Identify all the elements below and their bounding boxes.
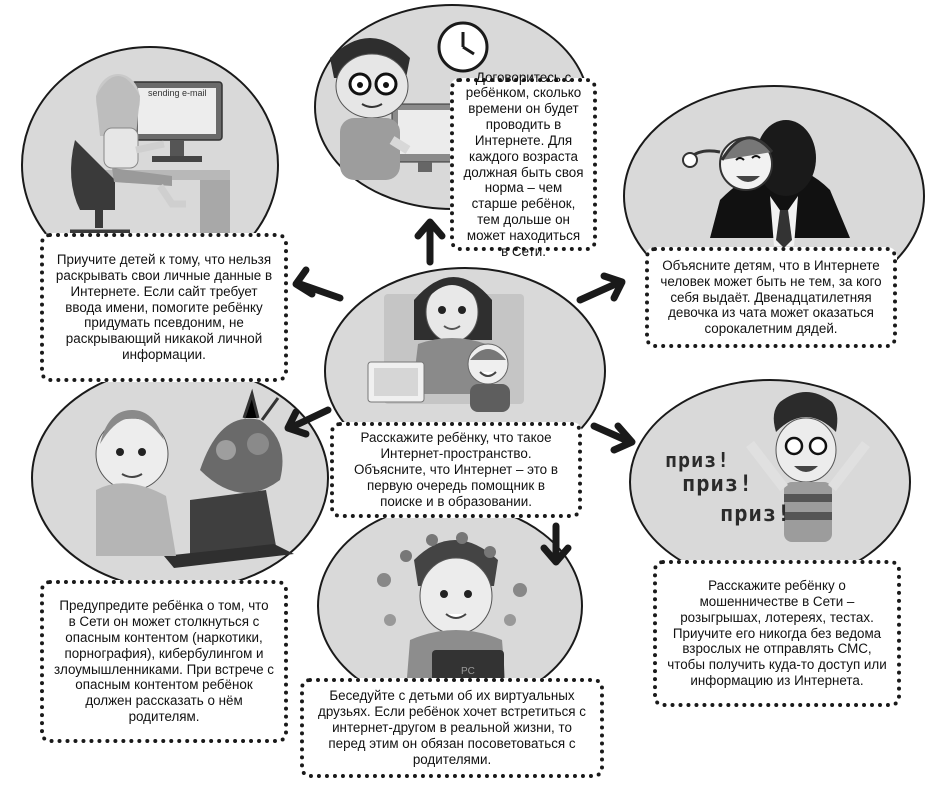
play-icon xyxy=(377,573,391,587)
arrow-left-up-icon xyxy=(296,270,340,298)
arrow-up-icon xyxy=(418,222,442,262)
user-icon xyxy=(400,550,412,562)
user-icon xyxy=(484,546,496,558)
tip-box-personal-data xyxy=(40,233,288,382)
tip-box-fake-identity xyxy=(645,247,897,348)
chat-icon xyxy=(513,583,527,597)
tip-text-dangerous-content: Предупредите ребёнка о том, что в Сети он может столкнуться с опасным контентом (наркотики, порнография), кибербулингом и злоумышленниками. При встрече с опасным контентом ребёнок должен рассказать о нём родителям. xyxy=(54,598,274,724)
mother-and-child-illustration xyxy=(368,277,524,412)
tip-text-fraud: Расскажите ребёнку о мошенничестве в Сети – розыгрышах, лотереях, тестах. Приучите его никогда без ведома взрослых не отправлять СМС, чтобы получить куда-то доступ или информацию из Интернета. xyxy=(667,578,887,689)
tip-text-internet-space: Расскажите ребёнку, что такое Интернет-пространство. Объясните, что Интернет – это в первую очередь помощник в поиске и в образовании. xyxy=(354,430,558,509)
tip-text-virtual-friends: Беседуйте с детьми об их виртуальных друзьях. Если ребёнок хочет встретиться с интернет-другом в реальной жизни, то перед этим он обязан посоветоваться с родителями. xyxy=(318,688,586,767)
globe-icon xyxy=(384,614,396,626)
prize-word-2: приз! xyxy=(682,472,754,497)
tip-box-time-limit xyxy=(450,69,597,259)
tip-text-time-limit: Договоритесь с ребёнком, сколько времени он будет проводить в Интернете. Для каждого возраста должная быть своя норма – чем старше ребёнок, тем дольше он может находиться в Сети. xyxy=(463,69,584,259)
prize-word-1: приз! xyxy=(665,448,731,472)
user-icon xyxy=(426,534,438,546)
tip-box-fraud xyxy=(653,560,901,707)
tip-box-internet-space xyxy=(330,422,582,518)
laptop-label: PC xyxy=(461,666,475,677)
ellipse-bottom-right xyxy=(630,380,910,584)
prize-word-3: приз! xyxy=(720,502,792,527)
tip-box-dangerous-content xyxy=(40,580,288,743)
tip-text-fake-identity: Объясните детям, что в Интернете человек может быть не тем, за кого себя выдаёт. Двенадцатилетняя девочка из чата может оказаться сорокалетним дядей. xyxy=(660,257,882,337)
heart-icon xyxy=(504,614,516,626)
tip-box-virtual-friends xyxy=(300,678,604,778)
arrow-right-up-icon xyxy=(580,276,622,300)
arrow-right-down-icon xyxy=(594,426,632,450)
screen-label: sending e-mail xyxy=(148,88,207,98)
tip-text-personal-data: Приучите детей к тому, что нельзя раскрывать свои личные данные в Интернете. Если сайт требует ввода имени, помогите ребёнку придумать псевдоним, не раскрывающий никакой личной информации. xyxy=(55,252,273,363)
user-icon xyxy=(456,532,468,544)
